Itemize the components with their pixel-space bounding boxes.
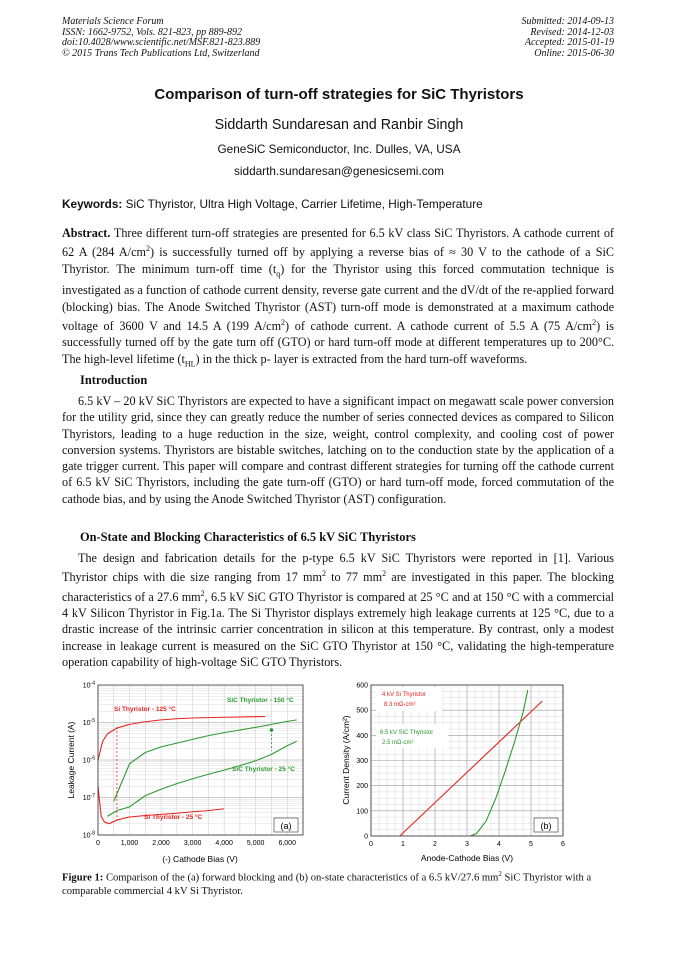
y-tick-label: 0 [364,833,368,841]
y-tick-label: 600 [356,682,368,690]
y-tick-label: $10^{-5}$ [82,718,95,727]
affiliation: GeneSiC Semiconductor, Inc. Dulles, VA, USA [217,142,461,156]
fig-b-ylabel: Current Density (A/cm²) [341,715,351,805]
abstract [62,225,614,372]
x-tick-label: 2 [433,841,437,848]
intro-heading: Introduction [80,373,148,387]
y-tick-label: 400 [356,732,368,740]
section2-paragraph [62,550,614,670]
x-tick-label: 2,000 [152,840,170,847]
fig-b-panel-label: (b) [540,821,552,831]
authors: Siddarth Sundaresan and Ranbir Singh [214,117,464,133]
submitted-date: Submitted: 2014-09-13 [521,16,614,27]
y-tick-label: 300 [356,758,368,765]
y-tick-label: 500 [356,707,368,715]
y-tick-label: 100 [356,808,368,816]
x-tick-label: 3 [465,841,469,848]
fig-a-annot-si125: Si Thyristor - 125 °C [114,706,176,713]
online-date: Online: 2015-06-30 [534,47,614,59]
caption-text: Comparison of the (a) forward blocking and (b) on-state characteristics of a 6.5 kV/27.6 mm [103,872,499,884]
keywords [62,197,483,211]
fig-a-ylabel: Leakage Current (A) [66,721,76,799]
sic-marker-dot [270,728,274,732]
email: siddarth.sundaresan@genesicsemi.com [233,164,444,178]
s2c: are investigated in this paper. The blocking characteristics of a 27.6 mm [62,570,614,604]
keywords-label: Keywords: [62,197,123,211]
s2b: to 77 mm [326,570,383,585]
sup: 2 [145,244,150,254]
y-tick-label: $10^{-6}$ [82,755,95,765]
intro-paragraph [62,393,614,507]
journal-header-left [62,17,260,59]
abstract-label: Abstract. [62,226,111,240]
fig-b-series [400,690,542,836]
journal-header-right [522,17,615,59]
fig-a-panel-label: (a) [280,821,292,831]
x-tick-label: 6 [561,841,565,848]
figure-1b [340,678,580,868]
fig-b-legend-sic-1: 6.5 kV SiC Thyristor [380,730,434,736]
sup: 2 [200,588,205,598]
caption-label: Figure 1: [62,872,104,884]
x-tick-label: 4,000 [215,840,233,847]
abstract-text-1: Three different turn-off strategies are presented for 6.5 kV class SiC Thyristors. A cathode current of 62 A (284 A/cm [62,226,614,260]
copyright-line: © 2015 Trans Tech Publications Ltd, Switzerland [62,47,260,59]
intro-text: 6.5 kV – 20 kV SiC Thyristors are expected to have a significant impact on megawatt scale power conversion for the utility grid, since they can greatly reduce the number of series connected devices as compared to Silicon Thyristors, leading to a huge reduction in the size, weight, control complexity, and cooling cost of power conversion systems. Thyristors are bistable switches, latching on to the conduction state by the application of a gate trigger current. This paper will compare and contrast different strategies for turning off the cathode current of 6.5 kV SiC Thyristors, including the gate turn-off (GTO) or hard turn-off mode, forced commutation of the cathode bias, and by using the Anode Switched Thyristor (AST) configuration. [62,394,614,506]
abstract-text-2: ) is successfully turned off by applying a reverse bias of ≈ 30 V to the cathode of a SiC Thyristor. The minimum turn-off time (t [62,245,614,276]
x-tick-label: 4 [497,841,501,848]
figure-caption [62,868,614,898]
section2-text [62,550,614,670]
y-tick-label: 200 [356,783,368,791]
paper-title: Comparison of turn-off strategies for SiC Thyristors [154,86,524,103]
x-tick-label: 3,000 [183,840,202,847]
fig-b-legend-sic-2: 2.5 mΩ-cm² [382,740,414,746]
x-tick-label: 5,000 [246,840,265,847]
series-line [107,741,296,816]
issn-line: ISSN: 1662-9752, Vols. 821-823, pp 889-892 [62,26,242,38]
abstract-text-5: ) is successfully turned off by the gate turn off (GTO) or hard turn-off mode at different temperatures up to 200°C. The high-level lifetime (t [62,319,615,366]
y-tick-label: $10^{-7}$ [82,793,95,802]
abstract-text-6: ) in the thick p- layer is extracted from the hard turn-off waveforms. [195,351,528,366]
sup: 2 [498,870,502,878]
x-tick-label: 6,000 [278,840,296,847]
fig-b-xlabel: Anode-Cathode Bias (V) [420,853,514,863]
x-tick-label: 0 [369,841,373,848]
x-tick-label: 1,000 [120,840,139,847]
sup: 2 [322,569,326,579]
section2-heading: On-State and Blocking Characteristics of 6.5 kV SiC Thyristors [80,530,416,544]
fig-a-xlabel: (-) Cathode Bias (V) [162,854,238,864]
x-tick-label: 1 [401,841,405,848]
abstract-text-3: ) for the Thyristor using this forced commutation technique is investigated as a function of cathode current density, reverse gate current and the dV/dt of the re-applied forward (blocking) bias. The Anode Switched Thyristor (AST) turn-off mode is demonstrated at a maximum cathode voltage of 3600 V and 14.5 A (199 A/cm [62,261,614,334]
doi-line: doi:10.4028/www.scientific.net/MSF.821-823.889 [62,37,261,49]
y-tick-label: $10^{-8}$ [82,830,95,840]
x-tick-label: 5 [529,841,533,848]
sup: 2 [382,569,387,579]
s2d: , 6.5 kV SiC GTO Thyristor is compared at 25 °C and at 150 °C with a commercial 4 kV Silicon Thyristor in Fig.1a. The Si Thyristor displays extremely high leakage currents at 125 °C, due to a drastic increase of the intrinsic carrier concentration in silicon at this temperature. By contrast, only a modest increase in leakage current is measured on the SiC GTO Thyristor at 150 °C, validating the high-temperature operation capability of high-voltage SiC GTO Thyristors. [62,589,615,669]
fig-a-annot-si25: Si Thyristor - 25 °C [144,814,203,821]
journal-name: Materials Science Forum [62,16,164,27]
sub: HL [184,359,196,369]
figure-1a [62,678,312,868]
abstract-text-4: ) of cathode current. A cathode current of 5.5 A (75 A/cm [285,319,593,334]
sub: q [276,269,281,279]
series-line [114,720,297,801]
fig-b-legend-si-2: 8.3 mΩ-cm² [384,702,416,708]
sup: 2 [281,317,286,327]
keywords-list: SiC Thyristor, Ultra High Voltage, Carrier Lifetime, High-Temperature [125,197,483,211]
caption-text-end: SiC Thyristor with a comparable commercial 4 kV Si Thyristor. [62,872,592,897]
sup: 2 [592,317,597,327]
s2a: The design and fabrication details for the p-type 6.5 kV SiC Thyristors were reported in [1]. Various Thyristor chips with die size ranging from 17 mm [62,551,614,585]
fig-a-annot-sic150: SiC Thyristor - 150 °C [227,697,294,704]
revised-date: Revised: 2014-12-03 [530,26,614,38]
fig-a-annot-sic25: SiC Thyristor - 25 °C [232,766,295,773]
fig-b-legend-si-1: 4 kV Si Thyristor [382,692,426,698]
y-tick-label: $10^{-4}$ [82,680,95,690]
x-tick-label: 0 [96,840,100,847]
accepted-date: Accepted: 2015-01-19 [524,37,614,49]
